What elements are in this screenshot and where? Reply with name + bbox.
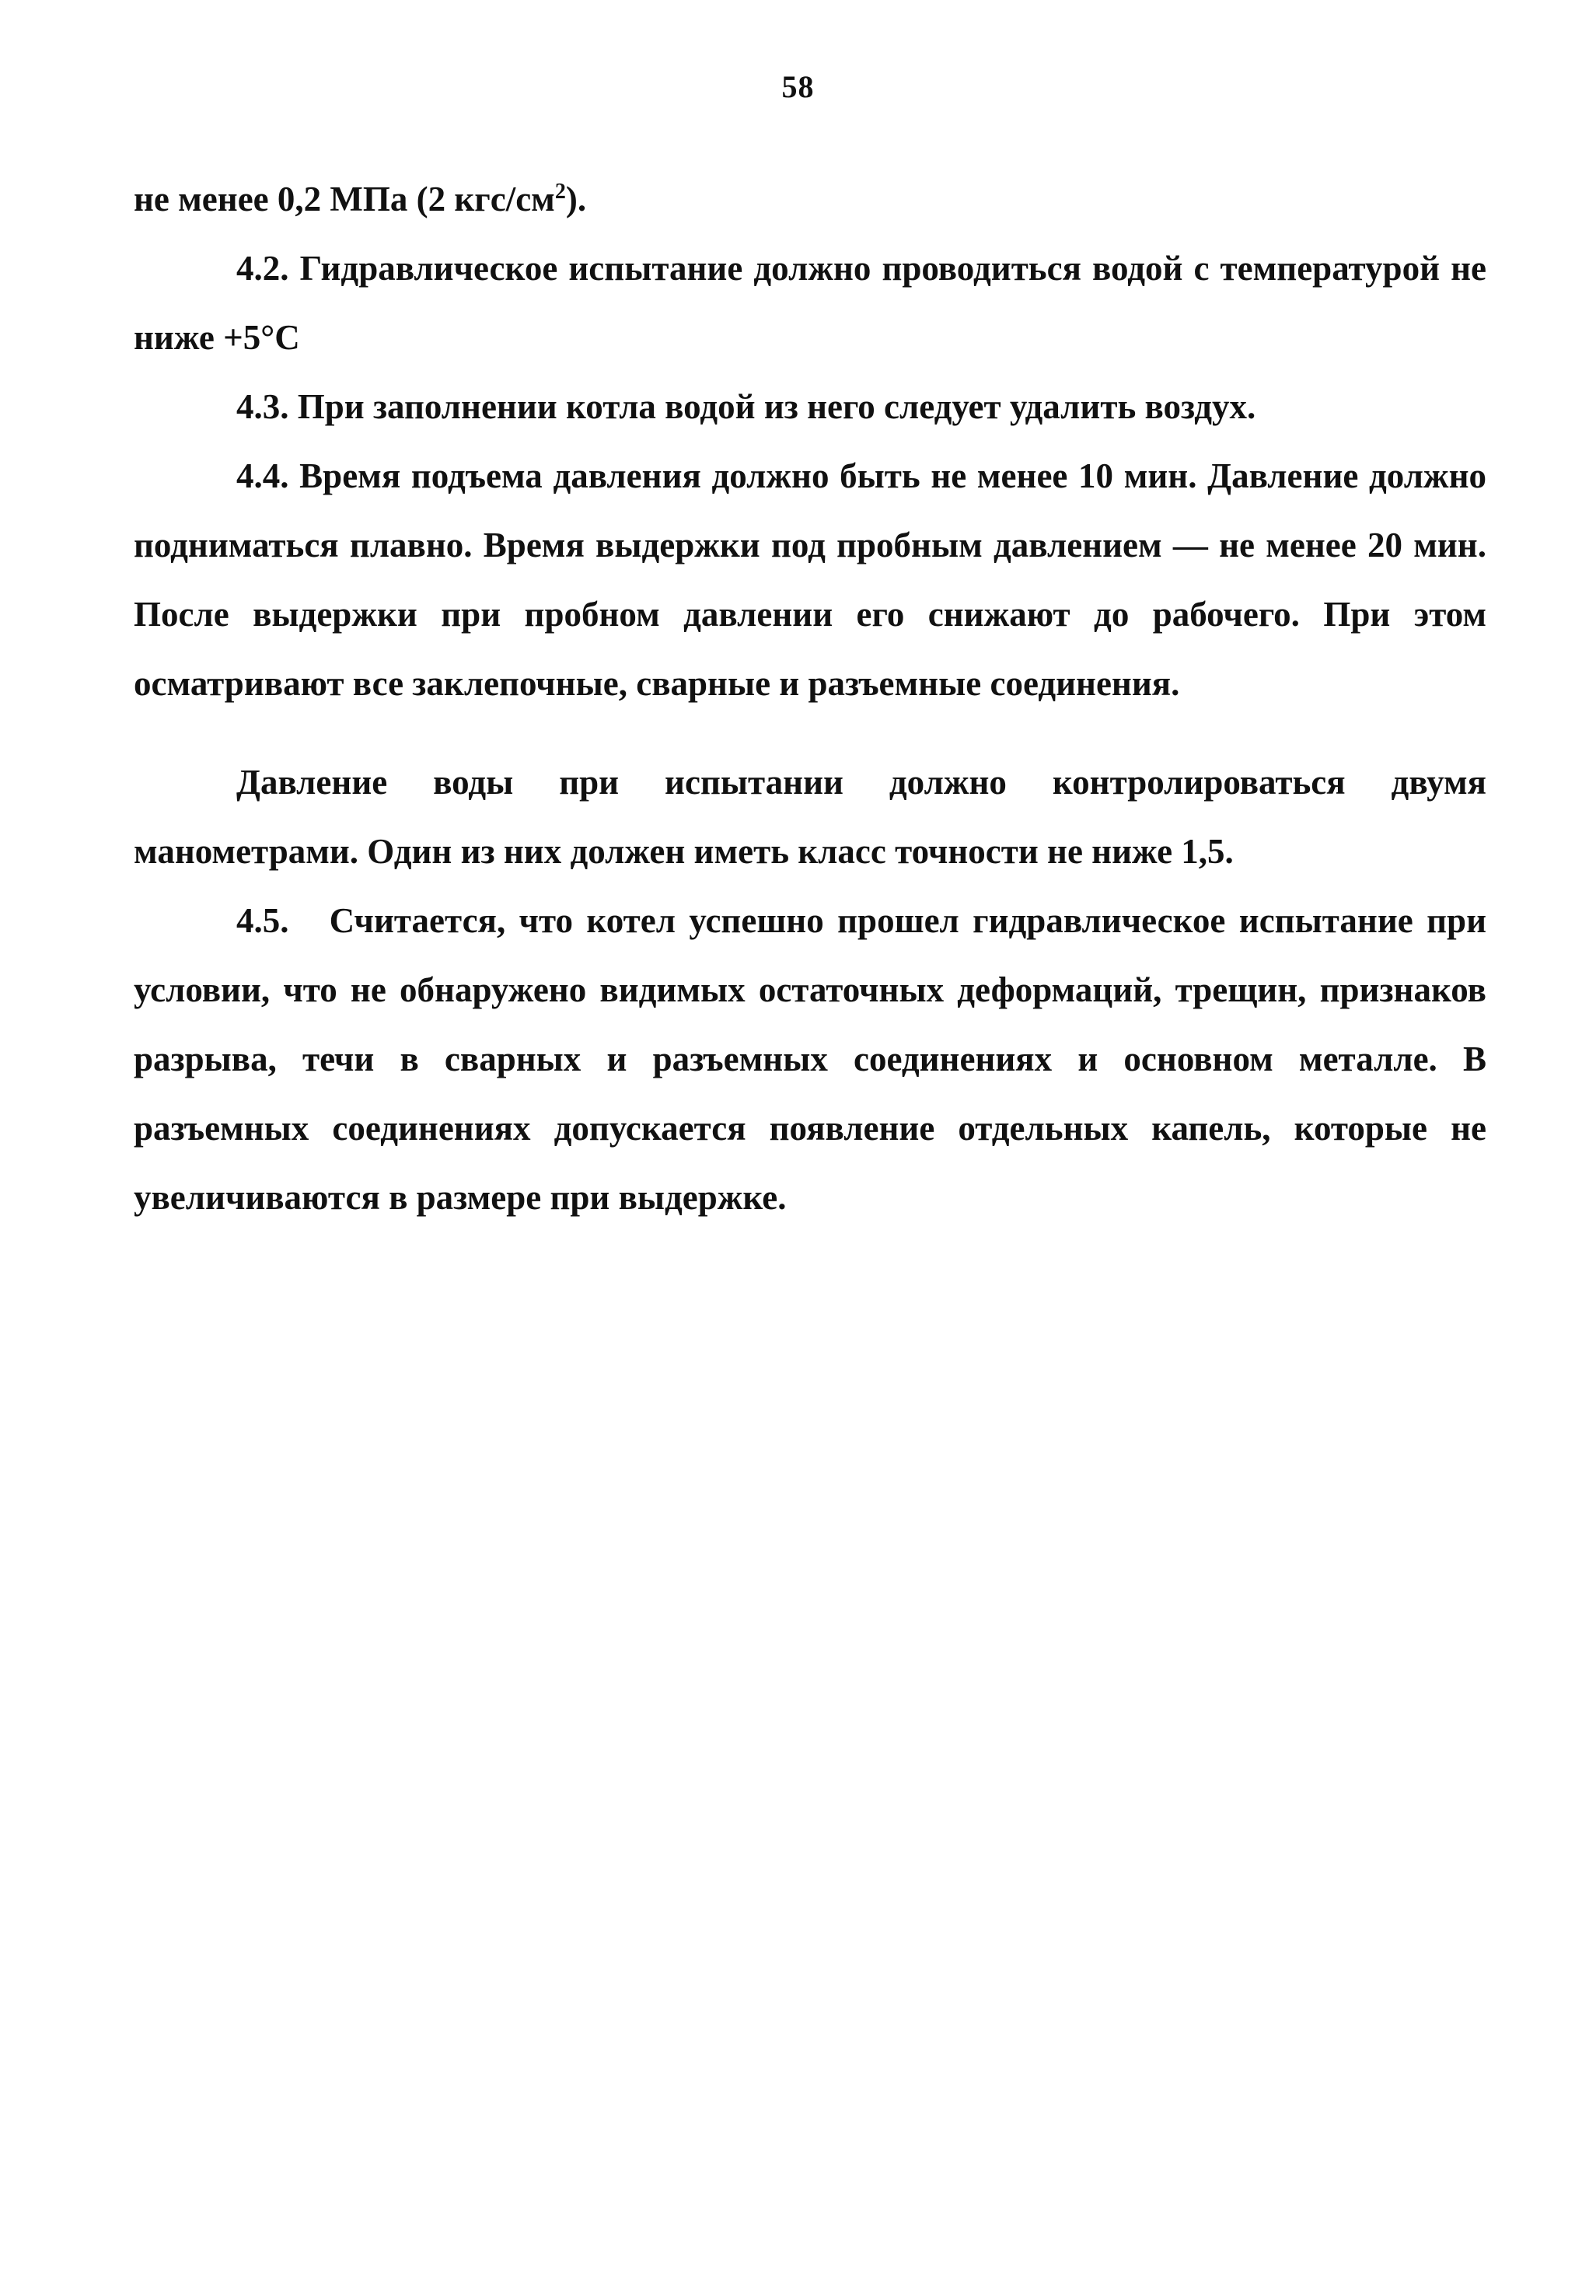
paragraph-manometers: Давление воды при испытании должно контролироваться двумя манометрами. Один из них должен иметь класс точности не ниже 1,5. <box>134 763 1486 871</box>
paragraph-4-2: 4.2. Гидравлическое испытание должно проводиться водой с температурой не ниже +5°С <box>134 249 1486 357</box>
paragraph-4-5: 4.5. Считается, что котел успешно прошел гидравлическое испытание при условии, что не обнаружено видимых остаточных деформаций, трещин, признаков разрыва, течи в сварных и разъемных соединениях и основном металле. В разъемных соединениях допускается появление отдельных капель, которые не увеличиваются в размере при выдержке. <box>134 901 1496 1217</box>
page-number: 58 <box>781 69 815 104</box>
body-text <box>134 165 1496 1232</box>
paragraph-4-4: 4.4. Время подъема давления должно быть не менее 10 мин. Давление должно подниматься плавно. Время выдержки под пробным давлением — не менее 20 мин. После выдержки при пробном давлении его снижают до рабочего. При этом осматривают все заклепочные, сварные и разъемные соединения. <box>134 456 1486 703</box>
paragraph-pressure-continuation <box>134 165 1486 234</box>
pressure-text: не менее 0,2 МПа (2 кгс/см <box>134 180 555 218</box>
superscript-square: 2 <box>554 180 566 204</box>
pressure-text-end: ). <box>565 180 587 218</box>
paragraph-4-3: 4.3. При заполнении котла водой из него следует удалить воздух. <box>236 387 1256 426</box>
